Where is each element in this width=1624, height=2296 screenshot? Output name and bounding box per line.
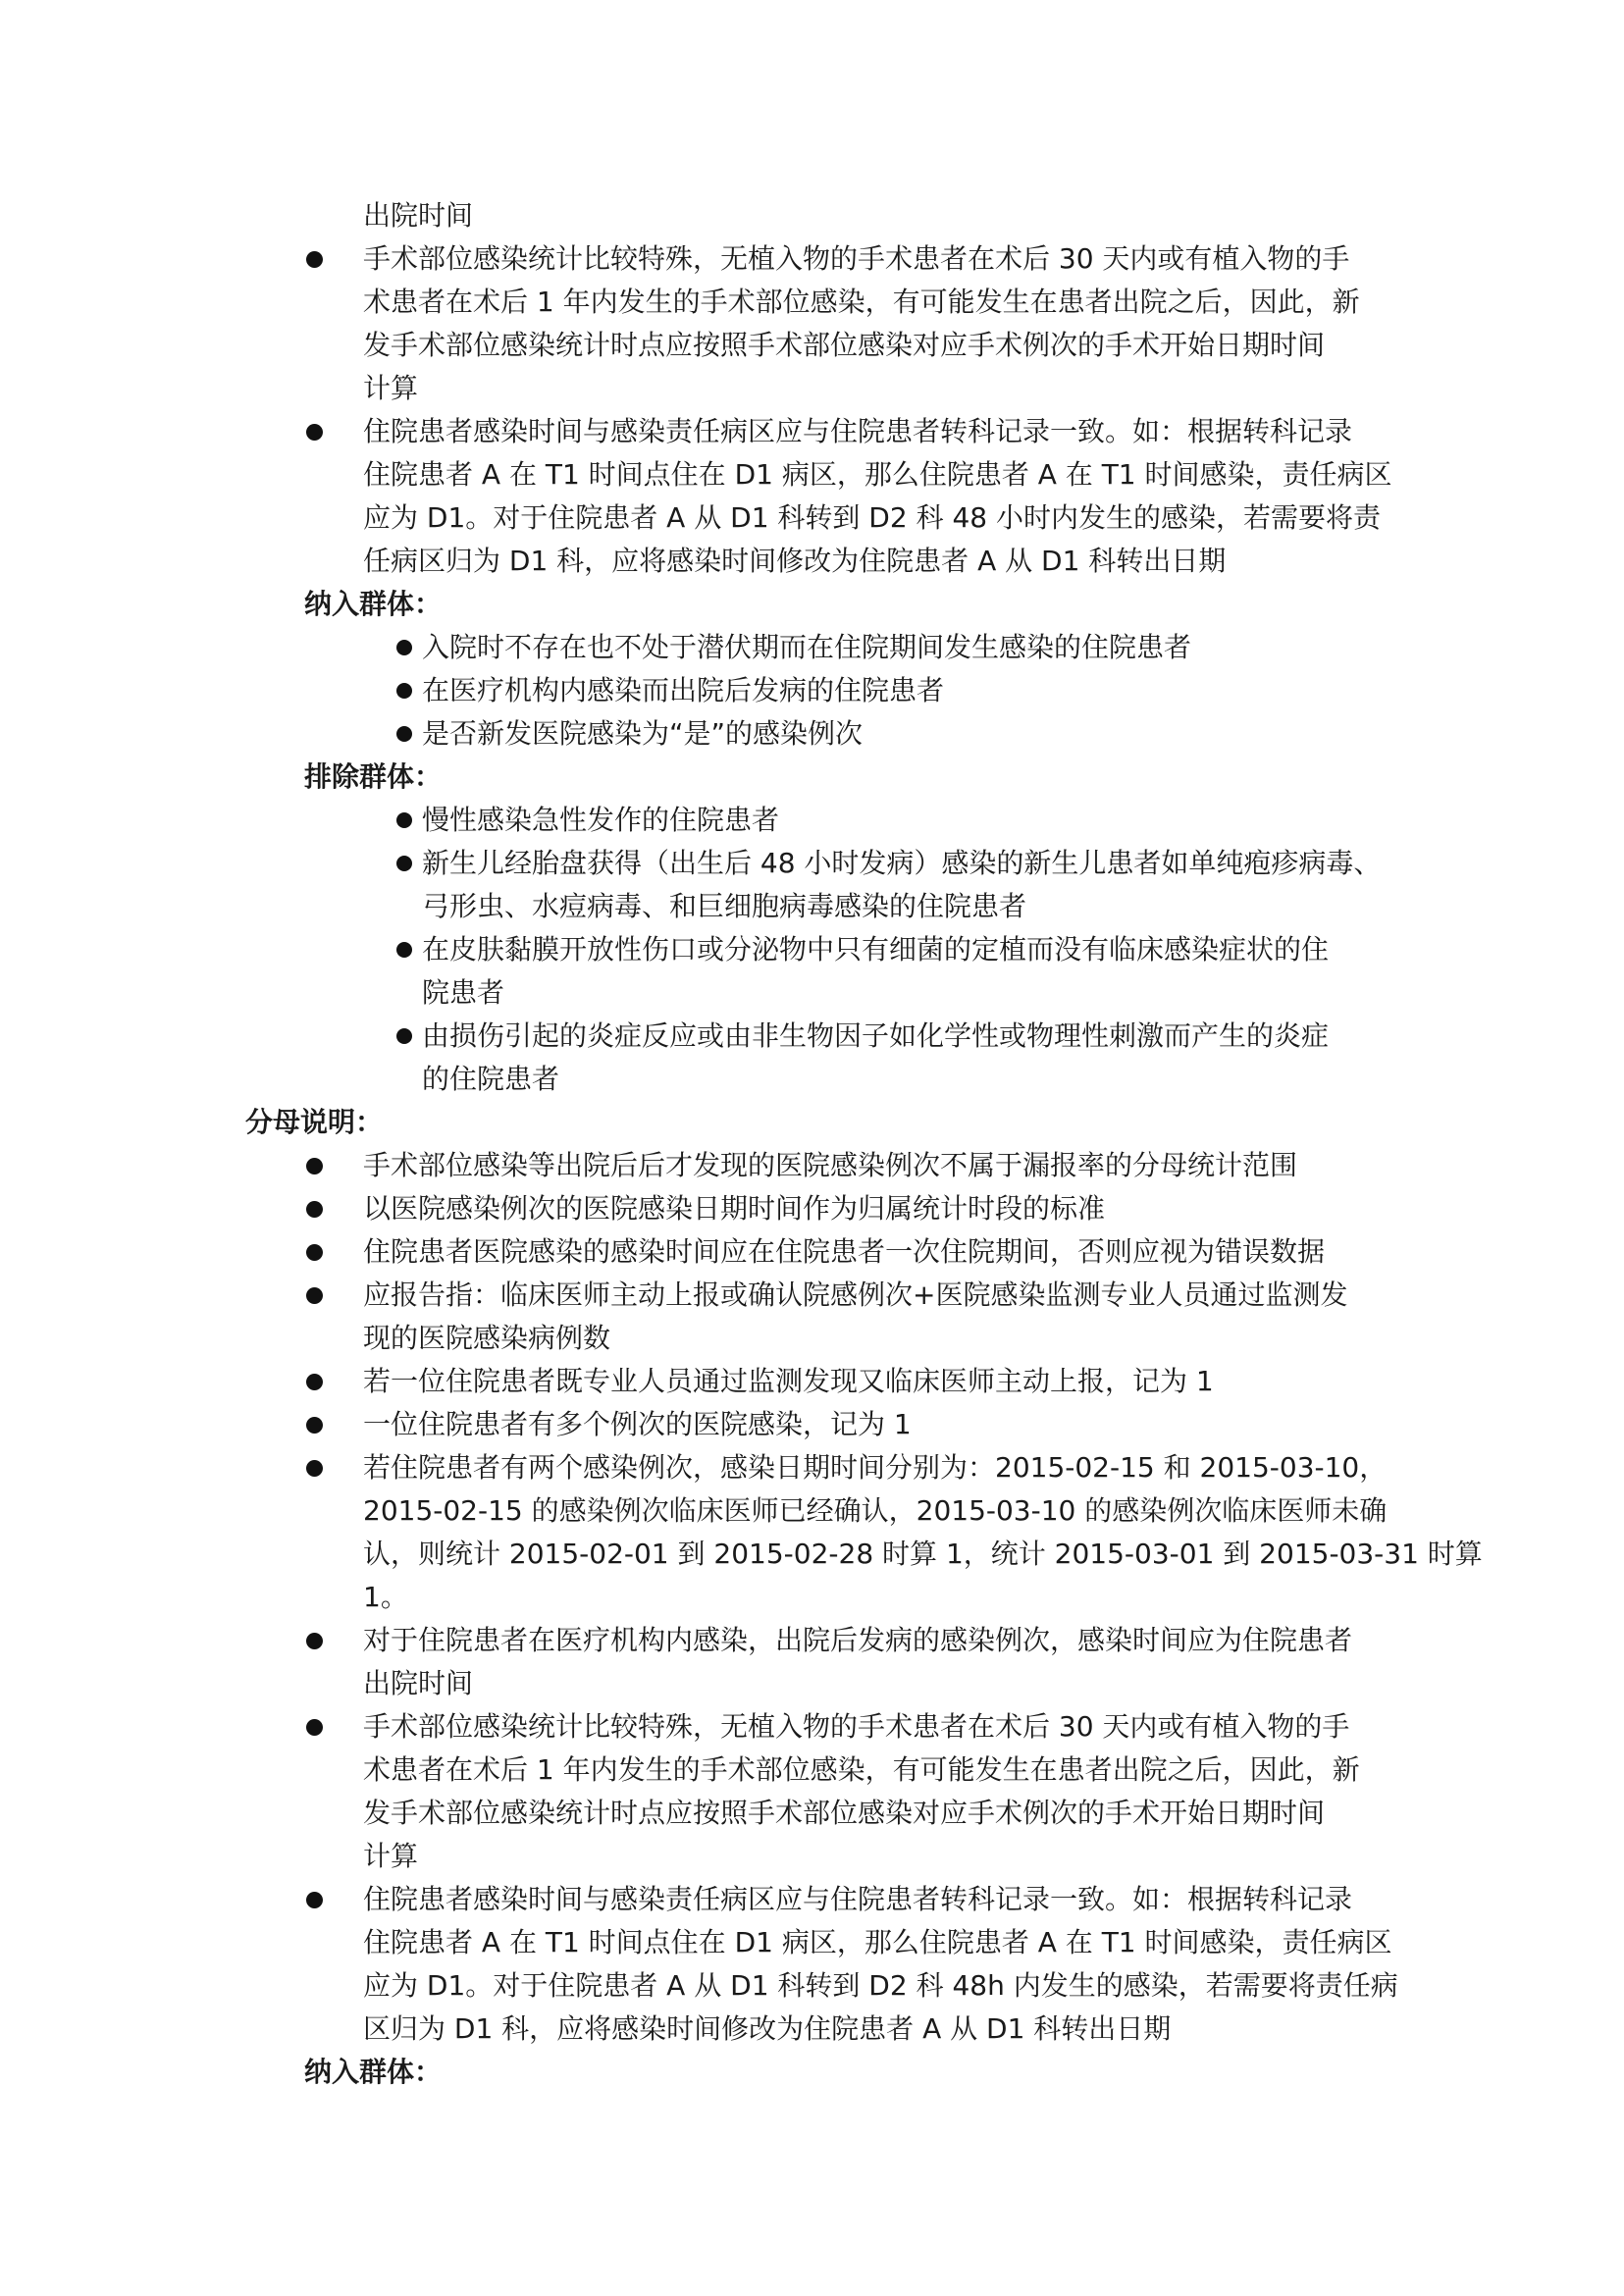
bullet-dot: [396, 683, 412, 699]
bullet-dot: [306, 1244, 323, 1261]
exclude-item: 慢性感染急性发作的住院患者: [422, 804, 780, 836]
bullet-line: 应为 D1。对于住院患者 A 从 D1 科转到 D2 科 48 小时内发生的感染，若需要将责: [363, 501, 1382, 534]
bullet-line: 住院患者 A 在 T1 时间点住在 D1 病区，那么住院患者 A 在 T1 时间感染，责任病区: [363, 1926, 1392, 1958]
bullet-line: 手术部位感染等出院后后才发现的医院感染例次不属于漏报率的分母统计范围: [363, 1149, 1298, 1181]
bullet-line: 任病区归为 D1 科，应将感染时间修改为住院患者 A 从 D1 科转出日期: [363, 545, 1227, 577]
bullet-line: 术患者在术后 1 年内发生的手术部位感染，有可能发生在患者出院之后，因此，新: [363, 1753, 1360, 1786]
bullet-line: 认，则统计 2015-02-01 到 2015-02-28 时算 1，统计 2015-03-01 到 2015-03-31 时算: [363, 1538, 1483, 1570]
bullet-line: 发手术部位感染统计时点应按照手术部位感染对应手术例次的手术开始日期时间: [363, 1797, 1326, 1829]
exclude-item: 的住院患者: [422, 1063, 560, 1095]
include-item: 入院时不存在也不处于潜伏期而在住院期间发生感染的住院患者: [422, 631, 1192, 663]
bullet-line: 应为 D1。对于住院患者 A 从 D1 科转到 D2 科 48h 内发生的感染，若需要将责任病: [363, 1969, 1398, 2002]
bullet-dot: [396, 812, 412, 828]
exclude-item: 弓形虫、水痘病毒、和巨细胞病毒感染的住院患者: [422, 890, 1027, 922]
bullet-dot: [396, 640, 412, 655]
bullet-line: 住院患者医院感染的感染时间应在住院患者一次住院期间，否则应视为错误数据: [363, 1235, 1326, 1268]
exclude-item: 由损伤引起的炎症反应或由非生物因子如化学性或物理性刺激而产生的炎症: [422, 1019, 1330, 1052]
bullet-line: 对于住院患者在医疗机构内感染，出院后发病的感染例次，感染时间应为住院患者: [363, 1624, 1353, 1656]
exclude-heading: 排除群体：: [304, 760, 443, 793]
bullet-dot: [306, 1719, 323, 1736]
bullet-dot: [306, 1417, 323, 1434]
bullet-line: 手术部位感染统计比较特殊，无植入物的手术患者在术后 30 天内或有植入物的手: [363, 242, 1350, 275]
bullet-dot: [396, 942, 412, 958]
bullet-line: 住院患者感染时间与感染责任病区应与住院患者转科记录一致。如：根据转科记录: [363, 1883, 1353, 1915]
bullet-dot: [306, 1633, 323, 1649]
bullet-line: 术患者在术后 1 年内发生的手术部位感染，有可能发生在患者出院之后，因此，新: [363, 286, 1360, 318]
bullet-line: 一位住院患者有多个例次的医院感染，记为 1: [363, 1408, 912, 1440]
bullet-dot: [306, 1374, 323, 1390]
bullet-line: 出院时间: [363, 1667, 474, 1699]
bullet-line: 以医院感染例次的医院感染日期时间作为归属统计时段的标准: [363, 1192, 1106, 1225]
bullet-dot: [396, 726, 412, 742]
bullet-dot: [396, 1028, 412, 1044]
bullet-line: 若住院患者有两个感染例次，感染日期时间分别为：2015-02-15 和 2015-03-10，: [363, 1451, 1388, 1484]
bullet-line: 1。: [363, 1581, 408, 1613]
bullet-line: 住院患者感染时间与感染责任病区应与住院患者转科记录一致。如：根据转科记录: [363, 415, 1353, 447]
bullet-line: 计算: [363, 372, 419, 404]
bullet-dot: [306, 1158, 323, 1174]
include-heading: 纳入群体：: [304, 588, 443, 620]
bullet-line: 住院患者 A 在 T1 时间点住在 D1 病区，那么住院患者 A 在 T1 时间感染，责任病区: [363, 458, 1392, 491]
include-item: 在医疗机构内感染而出院后发病的住院患者: [422, 674, 945, 706]
bullet-line: 发手术部位感染统计时点应按照手术部位感染对应手术例次的手术开始日期时间: [363, 329, 1326, 361]
bullet-dot: [396, 856, 412, 871]
bullet-dot: [306, 1201, 323, 1218]
exclude-item: 院患者: [422, 976, 505, 1009]
denominator-heading: 分母说明：: [245, 1106, 384, 1138]
bullet-line: 计算: [363, 1840, 419, 1872]
bullet-dot: [306, 1287, 323, 1304]
bullet-dot: [306, 251, 323, 268]
bullet-line: 若一位住院患者既专业人员通过监测发现又临床医师主动上报，记为 1: [363, 1365, 1214, 1397]
bullet-dot: [306, 424, 323, 441]
bullet-line: 2015-02-15 的感染例次临床医师已经确认，2015-03-10 的感染例次临床医师未确: [363, 1494, 1388, 1527]
bullet-line: 手术部位感染统计比较特殊，无植入物的手术患者在术后 30 天内或有植入物的手: [363, 1710, 1350, 1743]
continued-line: 出院时间: [363, 199, 474, 232]
bullet-dot: [306, 1460, 323, 1477]
bullet-dot: [306, 1892, 323, 1908]
include-item: 是否新发医院感染为“是”的感染例次: [422, 717, 864, 750]
bullet-line: 应报告指：临床医师主动上报或确认院感例次+医院感染监测专业人员通过监测发: [363, 1278, 1348, 1311]
exclude-item: 新生儿经胎盘获得（出生后 48 小时发病）感染的新生儿患者如单纯疱疹病毒、: [422, 847, 1382, 879]
include-heading: 纳入群体：: [304, 2056, 443, 2088]
bullet-line: 区归为 D1 科，应将感染时间修改为住院患者 A 从 D1 科转出日期: [363, 2012, 1172, 2045]
bullet-line: 现的医院感染病例数: [363, 1322, 611, 1354]
exclude-item: 在皮肤黏膜开放性伤口或分泌物中只有细菌的定植而没有临床感染症状的住: [422, 933, 1330, 965]
